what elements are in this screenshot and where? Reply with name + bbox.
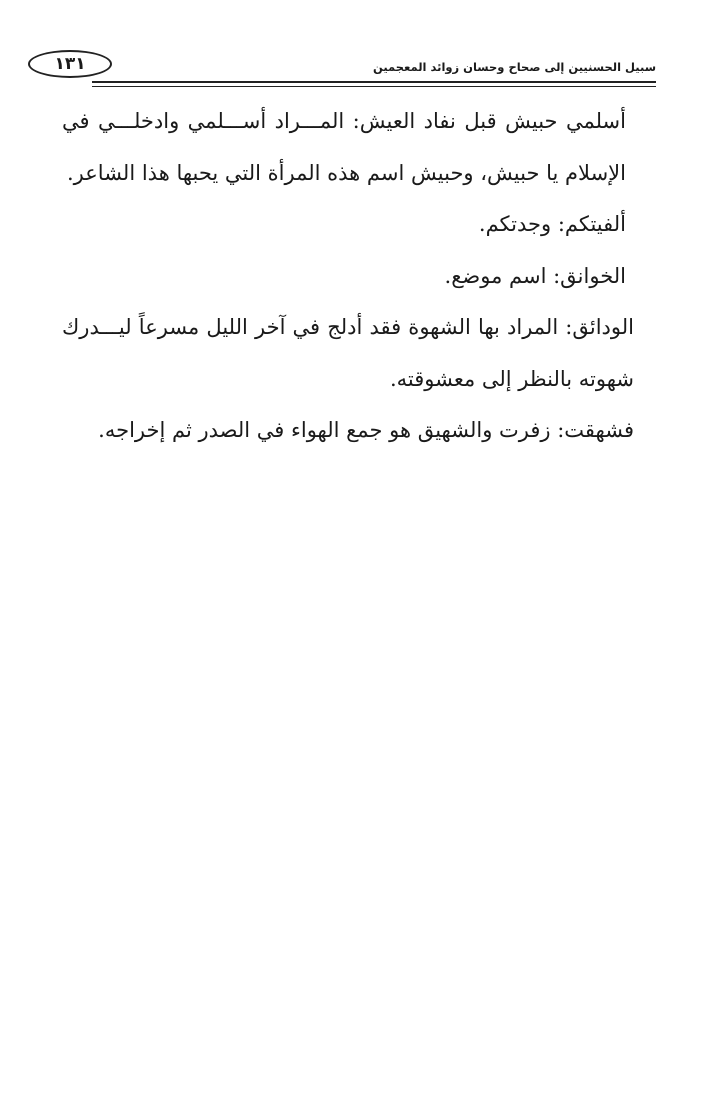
page-number-badge: ١٣١	[28, 50, 112, 78]
paragraph-asilmi: أسلمي حبيش قبل نفاد العيش: المـــراد أســـلمي وادخلـــي في الإسلام يا حبيش، وحبيش اسم هذه المرأة التي يحبها هذا الشاعر.	[62, 109, 626, 185]
running-title: سبيل الحسنيين إلى صحاح وحسان زوائد المعجمين	[372, 60, 656, 74]
paragraph-alkhawaniq: الخوانق: اسم موضع.	[444, 263, 626, 288]
page-header	[28, 46, 656, 86]
header-rule-thin	[92, 86, 656, 87]
header-rule-thick	[92, 81, 656, 83]
paragraph-alfaytukum: ألفيتكم: وجدتكم.	[478, 212, 626, 236]
paragraph-fashahaqat: فشهقت: زفرت والشهيق هو جمع الهواء في الصدر ثم إخراجه.	[98, 418, 634, 442]
paragraph-alwadaiq: الودائق: المراد بها الشهوة فقد أدلج في آخر الليل مسرعاً ليـــدرك شهوته بالنظر إلى معشوقته.	[62, 315, 634, 391]
page-body	[62, 96, 634, 457]
